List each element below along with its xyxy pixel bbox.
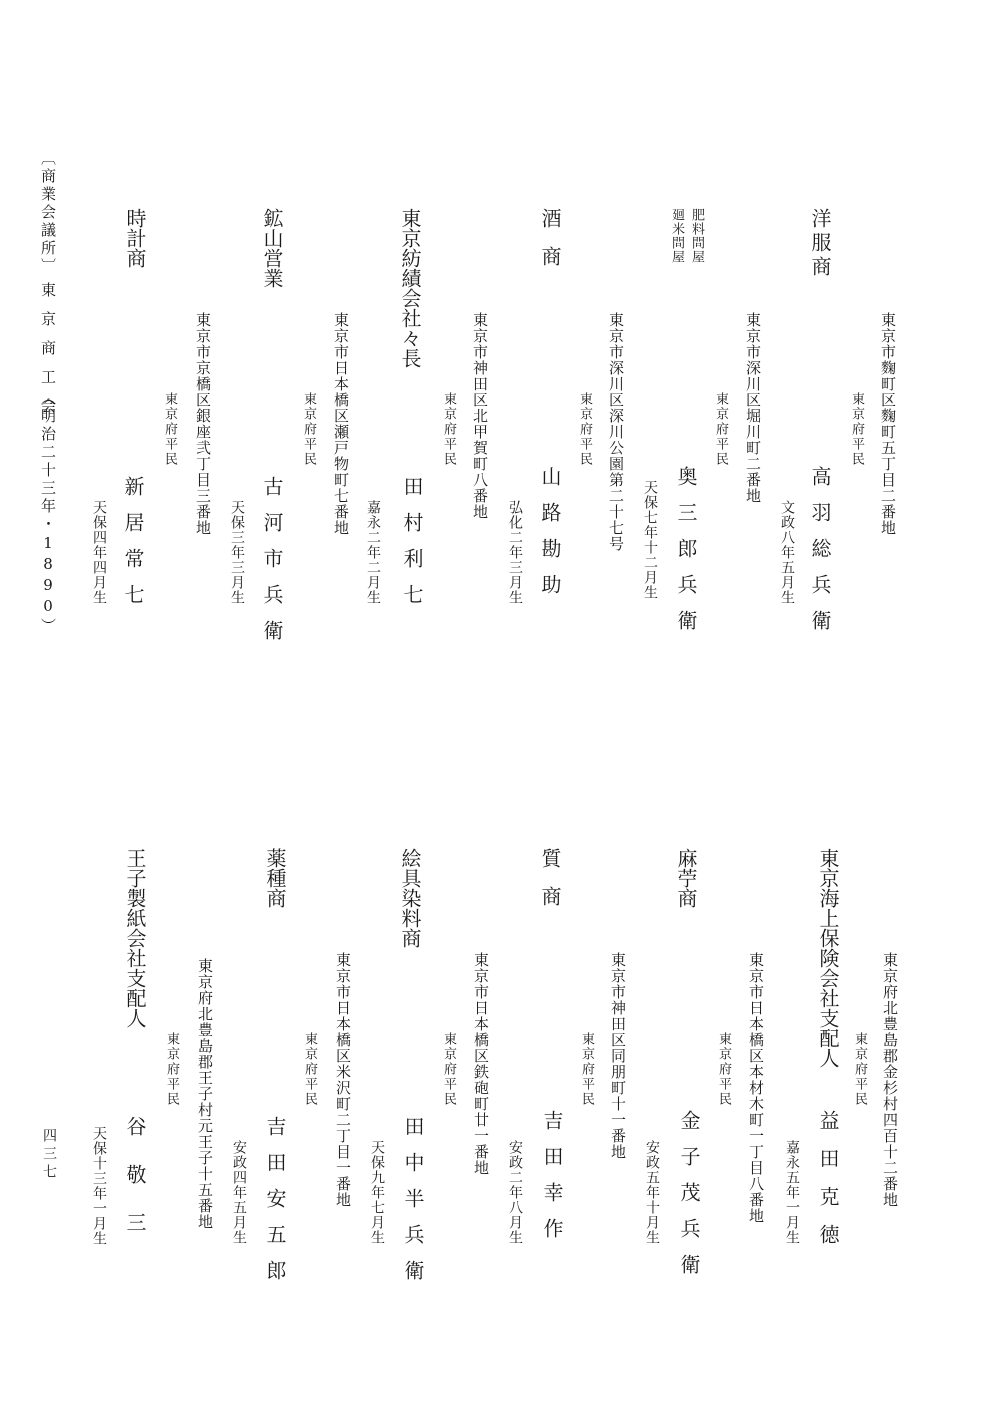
person-name: 谷敬三 bbox=[123, 1116, 147, 1260]
birth-date: 嘉永五年一月生 bbox=[784, 1140, 800, 1245]
birth-date: 安政二年八月生 bbox=[507, 1140, 523, 1245]
birth-date: 嘉永二年二月生 bbox=[365, 500, 381, 605]
person-name: 金子茂兵衛 bbox=[677, 1110, 701, 1290]
person-name: 新居常七 bbox=[121, 476, 145, 620]
birth-date: 天保四年四月生 bbox=[91, 500, 107, 605]
occupation: 鉱山営業 bbox=[260, 208, 284, 288]
person-name: 古河市兵衛 bbox=[260, 476, 284, 656]
person-name: 吉田幸作 bbox=[540, 1110, 564, 1254]
status: 東京府平民 bbox=[441, 1032, 456, 1107]
address: 東京市麴町区麴町五丁目二番地 bbox=[879, 312, 897, 536]
occupation: 王子製紙会社支配人 bbox=[123, 848, 147, 1028]
era-label: （明治二十三年・1890） bbox=[39, 390, 57, 636]
address: 東京市神田区北甲賀町八番地 bbox=[471, 312, 489, 520]
status: 東京府平民 bbox=[441, 392, 456, 467]
birth-date: 弘化二年三月生 bbox=[507, 500, 523, 605]
status: 東京府平民 bbox=[579, 1032, 594, 1107]
person-name: 奥三郎兵衛 bbox=[674, 466, 698, 646]
occupation-line-1: 肥料問屋 bbox=[689, 208, 704, 264]
person-name: 山路勘助 bbox=[538, 466, 562, 610]
address: 東京市京橋区銀座弐丁目三番地 bbox=[194, 312, 212, 536]
occupation: 時計商 bbox=[123, 208, 147, 268]
running-title: 東京商工会 bbox=[39, 282, 57, 427]
occupation: 薬種商 bbox=[263, 848, 287, 908]
status: 東京府平民 bbox=[301, 392, 316, 467]
status: 東京府平民 bbox=[162, 392, 177, 467]
occupation: 東京紡績会社々長 bbox=[398, 208, 422, 368]
status: 東京府平民 bbox=[716, 1032, 731, 1107]
address: 東京市神田区同朋町十一番地 bbox=[609, 952, 627, 1160]
occupation: 洋服商 bbox=[808, 208, 832, 280]
birth-date: 天保三年三月生 bbox=[229, 500, 245, 605]
address: 東京府北豊島郡王子村元王子十五番地 bbox=[196, 958, 214, 1230]
person-name: 吉田安五郎 bbox=[263, 1116, 287, 1296]
address: 東京市日本橋区瀬戸物町七番地 bbox=[332, 312, 350, 536]
occupation-line-2: 廻米問屋 bbox=[669, 208, 684, 264]
status: 東京府平民 bbox=[577, 392, 592, 467]
birth-date: 天保十三年一月生 bbox=[91, 1126, 107, 1246]
birth-date: 安政五年十月生 bbox=[644, 1140, 660, 1245]
occupation: 質商 bbox=[538, 848, 562, 924]
person-name: 高羽総兵衛 bbox=[808, 466, 832, 646]
address: 東京市日本橋区米沢町二丁目一番地 bbox=[334, 952, 352, 1208]
page-number: 四三七 bbox=[41, 1128, 57, 1182]
address: 東京市深川区堀川町二番地 bbox=[744, 312, 762, 504]
birth-date: 安政四年五月生 bbox=[231, 1140, 247, 1245]
person-name: 益田克徳 bbox=[816, 1110, 840, 1262]
birth-date: 天保九年七月生 bbox=[369, 1140, 385, 1245]
status: 東京府平民 bbox=[713, 392, 728, 467]
status: 東京府平民 bbox=[852, 1032, 867, 1107]
status: 東京府平民 bbox=[164, 1032, 179, 1107]
status: 東京府平民 bbox=[849, 392, 864, 467]
address: 東京府北豊島郡金杉村四百十二番地 bbox=[881, 952, 899, 1208]
birth-date: 天保七年十二月生 bbox=[642, 480, 658, 600]
person-name: 田村利七 bbox=[400, 476, 424, 620]
occupation: 東京海上保険会社支配人 bbox=[816, 848, 840, 1068]
occupation: 麻苧商 bbox=[674, 848, 698, 908]
occupation: 酒商 bbox=[538, 208, 562, 284]
status: 東京府平民 bbox=[302, 1032, 317, 1107]
address: 東京市深川区深川公園第二十七号 bbox=[607, 312, 625, 552]
person-name: 田中半兵衛 bbox=[401, 1116, 425, 1296]
occupation: 絵具染料商 bbox=[398, 848, 422, 948]
address: 東京市日本橋区本材木町一丁目八番地 bbox=[747, 952, 765, 1224]
birth-date: 文政八年五月生 bbox=[779, 500, 795, 605]
address: 東京市日本橋区鉄砲町廿一番地 bbox=[472, 952, 490, 1176]
section-label: 〔商業会議所〕 bbox=[39, 150, 57, 276]
